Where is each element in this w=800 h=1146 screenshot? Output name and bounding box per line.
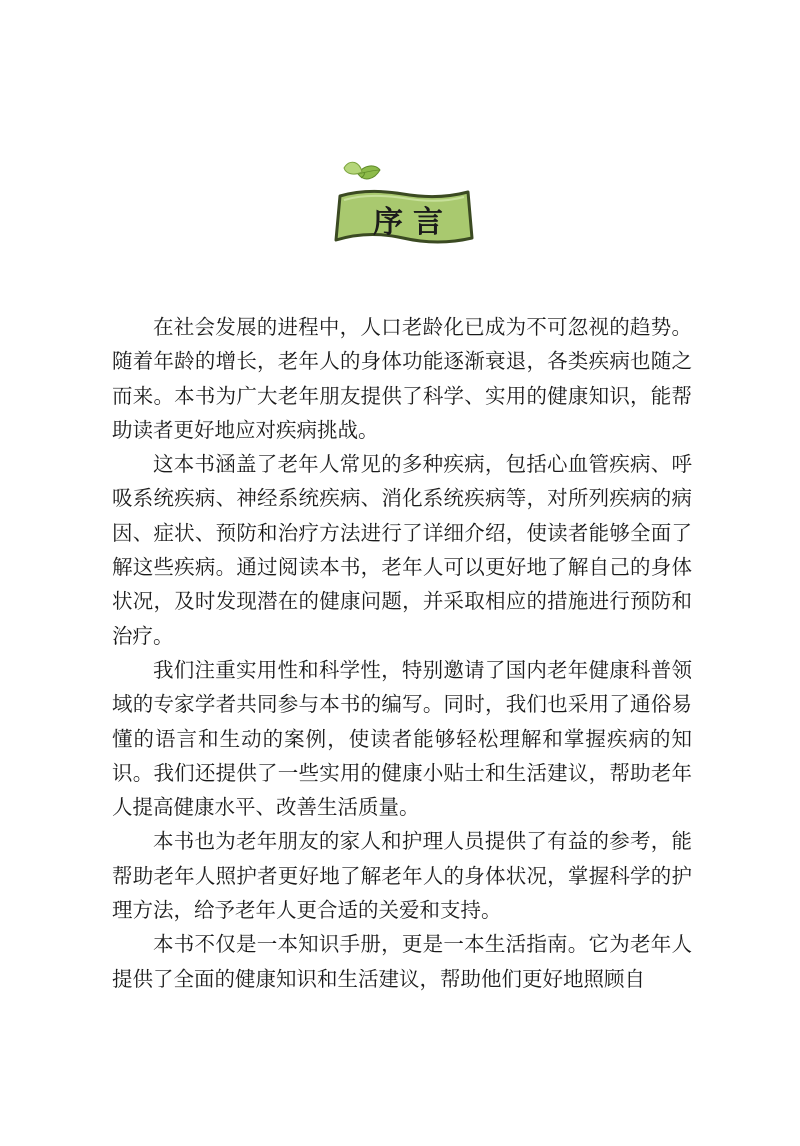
body-text xyxy=(112,310,692,996)
leaf-icon xyxy=(344,162,380,179)
paragraph: 本书不仅是一本知识手册，更是一本生活指南。它为老年人提供了全面的健康知识和生活建议，帮助他们更好地照顾自 xyxy=(112,932,692,991)
title-banner xyxy=(328,160,478,250)
paragraph: 本书也为老年朋友的家人和护理人员提供了有益的参考，能帮助老年人照护者更好地了解老年人的身体状况，掌握科学的护理方法，给予老年人更合适的关爱和支持。 xyxy=(112,829,692,923)
paragraph: 我们注重实用性和科学性，特别邀请了国内老年健康科普领域的专家学者共同参与本书的编写。同时，我们也采用了通俗易懂的语言和生动的案例，使读者能够轻松理解和掌握疾病的知识。我们还提供了一些实用的健康小贴士和生活建议，帮助老年人提高健康水平、改善生活质量。 xyxy=(112,657,692,820)
paragraph: 这本书涵盖了老年人常见的多种疾病，包括心血管疾病、呼吸系统疾病、神经系统疾病、消化系统疾病等，对所列疾病的病因、症状、预防和治疗方法进行了详细介绍，使读者能够全面了解这些疾病。通过阅读本书，老年人可以更好地了解自己的身体状况，及时发现潜在的健康问题，并采取相应的措施进行预防和治疗。 xyxy=(112,452,692,648)
page-title: 序言 xyxy=(373,205,453,240)
paragraph: 在社会发展的进程中，人口老龄化已成为不可忽视的趋势。随着年龄的增长，老年人的身体功能逐渐衰退，各类疾病也随之而来。本书为广大老年朋友提供了科学、实用的健康知识，能帮助读者更好地应对疾病挑战。 xyxy=(112,315,692,442)
